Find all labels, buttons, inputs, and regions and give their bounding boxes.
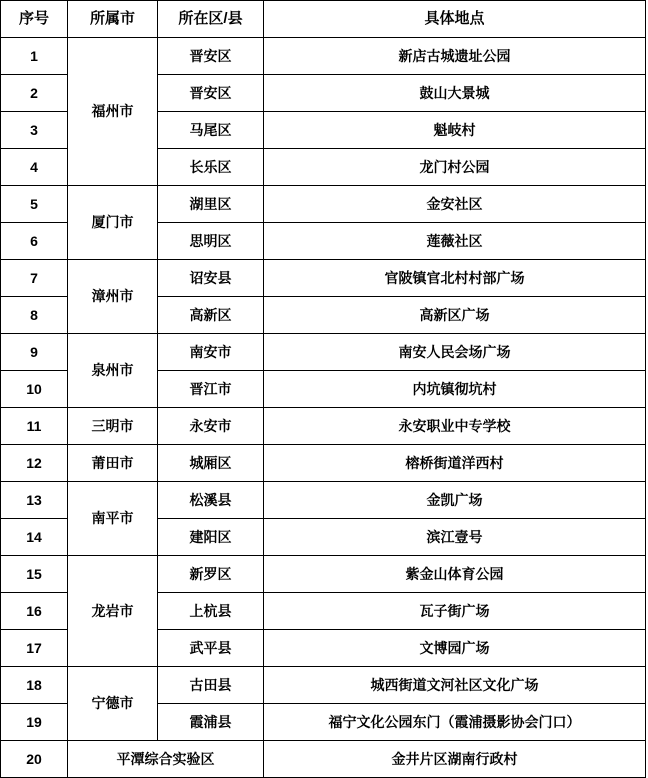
cell-place: 高新区广场 [264,297,646,334]
cell-place: 龙门村公园 [264,149,646,186]
table-row [1,334,646,371]
cell-place: 文博园广场 [264,630,646,667]
cell-place: 金井片区湖南行政村 [264,741,646,778]
cell-city: 宁德市 [68,667,158,741]
cell-sequence: 18 [1,667,68,704]
cell-district: 晋江市 [158,371,264,408]
cell-place: 瓦子街广场 [264,593,646,630]
cell-sequence: 15 [1,556,68,593]
table-header [1,1,646,38]
table-row [1,38,646,75]
cell-place: 官陂镇官北村村部广场 [264,260,646,297]
column-header-seq: 序号 [1,1,68,38]
cell-city: 泉州市 [68,334,158,408]
cell-district: 古田县 [158,667,264,704]
table-body [1,38,646,778]
table-row [1,445,646,482]
cell-district: 高新区 [158,297,264,334]
cell-district: 晋安区 [158,38,264,75]
column-header-city: 所属市 [68,1,158,38]
cell-place: 魁岐村 [264,112,646,149]
cell-district: 思明区 [158,223,264,260]
cell-place: 金凯广场 [264,482,646,519]
cell-sequence: 19 [1,704,68,741]
cell-sequence: 14 [1,519,68,556]
cell-place: 鼓山大景城 [264,75,646,112]
cell-city: 三明市 [68,408,158,445]
cell-place: 莲薇社区 [264,223,646,260]
cell-place: 榕桥街道洋西村 [264,445,646,482]
cell-place: 福宁文化公园东门（霞浦摄影协会门口） [264,704,646,741]
cell-sequence: 2 [1,75,68,112]
cell-district: 长乐区 [158,149,264,186]
cell-district: 诏安县 [158,260,264,297]
cell-place: 紫金山体育公园 [264,556,646,593]
cell-city: 莆田市 [68,445,158,482]
cell-sequence: 9 [1,334,68,371]
cell-sequence: 4 [1,149,68,186]
cell-sequence: 11 [1,408,68,445]
cell-sequence: 3 [1,112,68,149]
table-row [1,186,646,223]
cell-district: 马尾区 [158,112,264,149]
cell-district: 南安市 [158,334,264,371]
cell-district: 霞浦县 [158,704,264,741]
cell-place: 新店古城遗址公园 [264,38,646,75]
cell-district: 城厢区 [158,445,264,482]
cell-district: 新罗区 [158,556,264,593]
cell-sequence: 8 [1,297,68,334]
cell-place: 城西街道文河社区文化广场 [264,667,646,704]
cell-sequence: 6 [1,223,68,260]
cell-district: 武平县 [158,630,264,667]
cell-district: 上杭县 [158,593,264,630]
cell-sequence: 10 [1,371,68,408]
table-row [1,408,646,445]
cell-city: 福州市 [68,38,158,186]
table-row [1,260,646,297]
column-header-place: 具体地点 [264,1,646,38]
table-header-row [1,1,646,38]
cell-city: 厦门市 [68,186,158,260]
cell-city: 平潭综合实验区 [68,741,264,778]
cell-sequence: 13 [1,482,68,519]
table-row [1,482,646,519]
cell-district: 松溪县 [158,482,264,519]
cell-city: 漳州市 [68,260,158,334]
cell-sequence: 7 [1,260,68,297]
cell-district: 永安市 [158,408,264,445]
cell-district: 湖里区 [158,186,264,223]
cell-district: 晋安区 [158,75,264,112]
cell-sequence: 1 [1,38,68,75]
cell-city: 南平市 [68,482,158,556]
cell-place: 南安人民会场广场 [264,334,646,371]
table-row [1,667,646,704]
cell-place: 永安职业中专学校 [264,408,646,445]
cell-sequence: 12 [1,445,68,482]
cell-sequence: 20 [1,741,68,778]
cell-city: 龙岩市 [68,556,158,667]
cell-sequence: 5 [1,186,68,223]
cell-place: 金安社区 [264,186,646,223]
cell-district: 建阳区 [158,519,264,556]
table-row [1,741,646,778]
table-row [1,556,646,593]
cell-sequence: 17 [1,630,68,667]
cell-place: 内坑镇彻坑村 [264,371,646,408]
cell-sequence: 16 [1,593,68,630]
cell-place: 滨江壹号 [264,519,646,556]
column-header-district: 所在区/县 [158,1,264,38]
